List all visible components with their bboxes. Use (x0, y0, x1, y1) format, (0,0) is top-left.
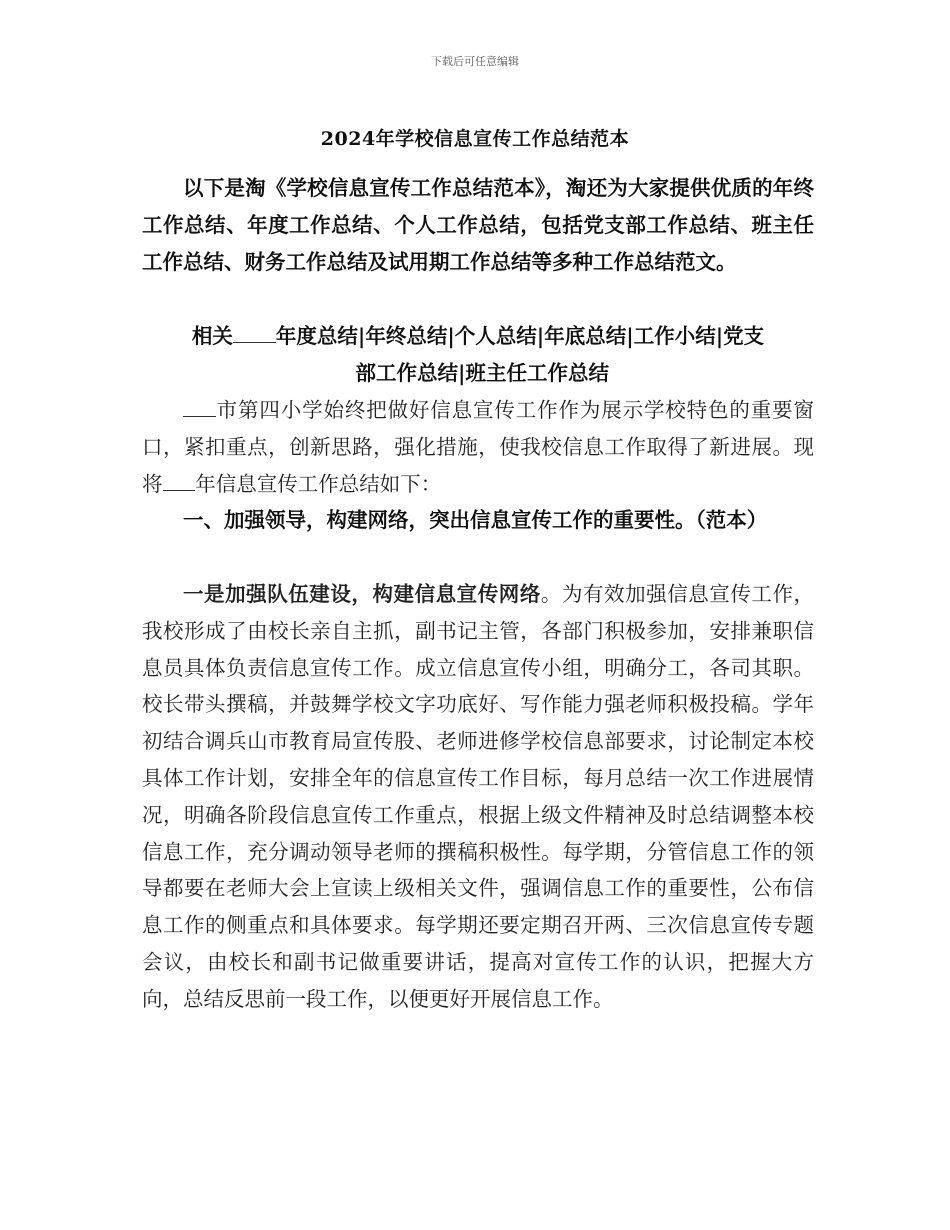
body-paragraph-2 (142, 576, 814, 1018)
blank-year (163, 471, 196, 490)
related-prefix: 相关 (191, 324, 233, 348)
p2-body: 。为有效加强信息宣传工作，我校形成了由校长亲自主抓，副书记主管，各部门积极参加，安排兼职信息员具体负责信息宣传工作。成立信息宣传小组，明确分工，各司其职。校长带头撰稿，并鼓舞学校文字功底好、写作能力强老师积极投稿。学年初结合调兵山市教育局宣传股、老师进修学校信息部要求，讨论制定本校具体工作计划，安排全年的信息宣传工作目标，每月总结一次工作进展情况，明确各阶段信息宣传工作重点，根据上级文件精神及时总结调整本校信息工作，充分调动领导老师的撰稿积极性。每学期，分管信息工作的领导都要在老师大会上宣读上级相关文件，强调信息工作的重要性，公布信息工作的侧重点和具体要求。每学期还要定期召开两、三次信息宣传专题会议，由校长和副书记做重要讲话，提高对宣传工作的认识，把握大方向，总结反思前一段工作，以便更好开展信息工作。 (142, 582, 815, 1011)
intro-paragraph: 以下是淘《学校信息宣传工作总结范本》，淘还为大家提供优质的年终工作总结、年度工作总结、个人工作总结，包括党支部工作总结、班主任工作总结、财务工作总结及试用期工作总结等多种工作总结范文。 (142, 176, 814, 274)
p2-lead: 一是加强队伍建设，构建信息宣传网络 (183, 582, 541, 606)
section-heading-1: 一、加强领导，构建网络，突出信息宣传工作的重要性。（范本） (183, 508, 768, 532)
related-links (142, 318, 814, 392)
blank-city (183, 398, 216, 417)
p1-part2: 年信息宣传工作总结如下： (195, 471, 442, 496)
related-blank (233, 324, 276, 343)
header-note: 下载后可任意编辑 (431, 55, 519, 68)
related-line2: 部工作总结|班主任工作总结 (355, 360, 609, 385)
body-paragraph-1 (142, 392, 814, 502)
document-title: 2024年学校信息宣传工作总结范本 (320, 128, 630, 150)
p1-part1: 市第四小学始终把做好信息宣传工作作为展示学校特色的重要窗口，紧扣重点，创新思路，强化措施，使我校信息工作取得了新进展。现将 (142, 398, 814, 496)
related-line1: 年度总结|年终总结|个人总结|年底总结|工作小结|党支 (275, 324, 765, 348)
